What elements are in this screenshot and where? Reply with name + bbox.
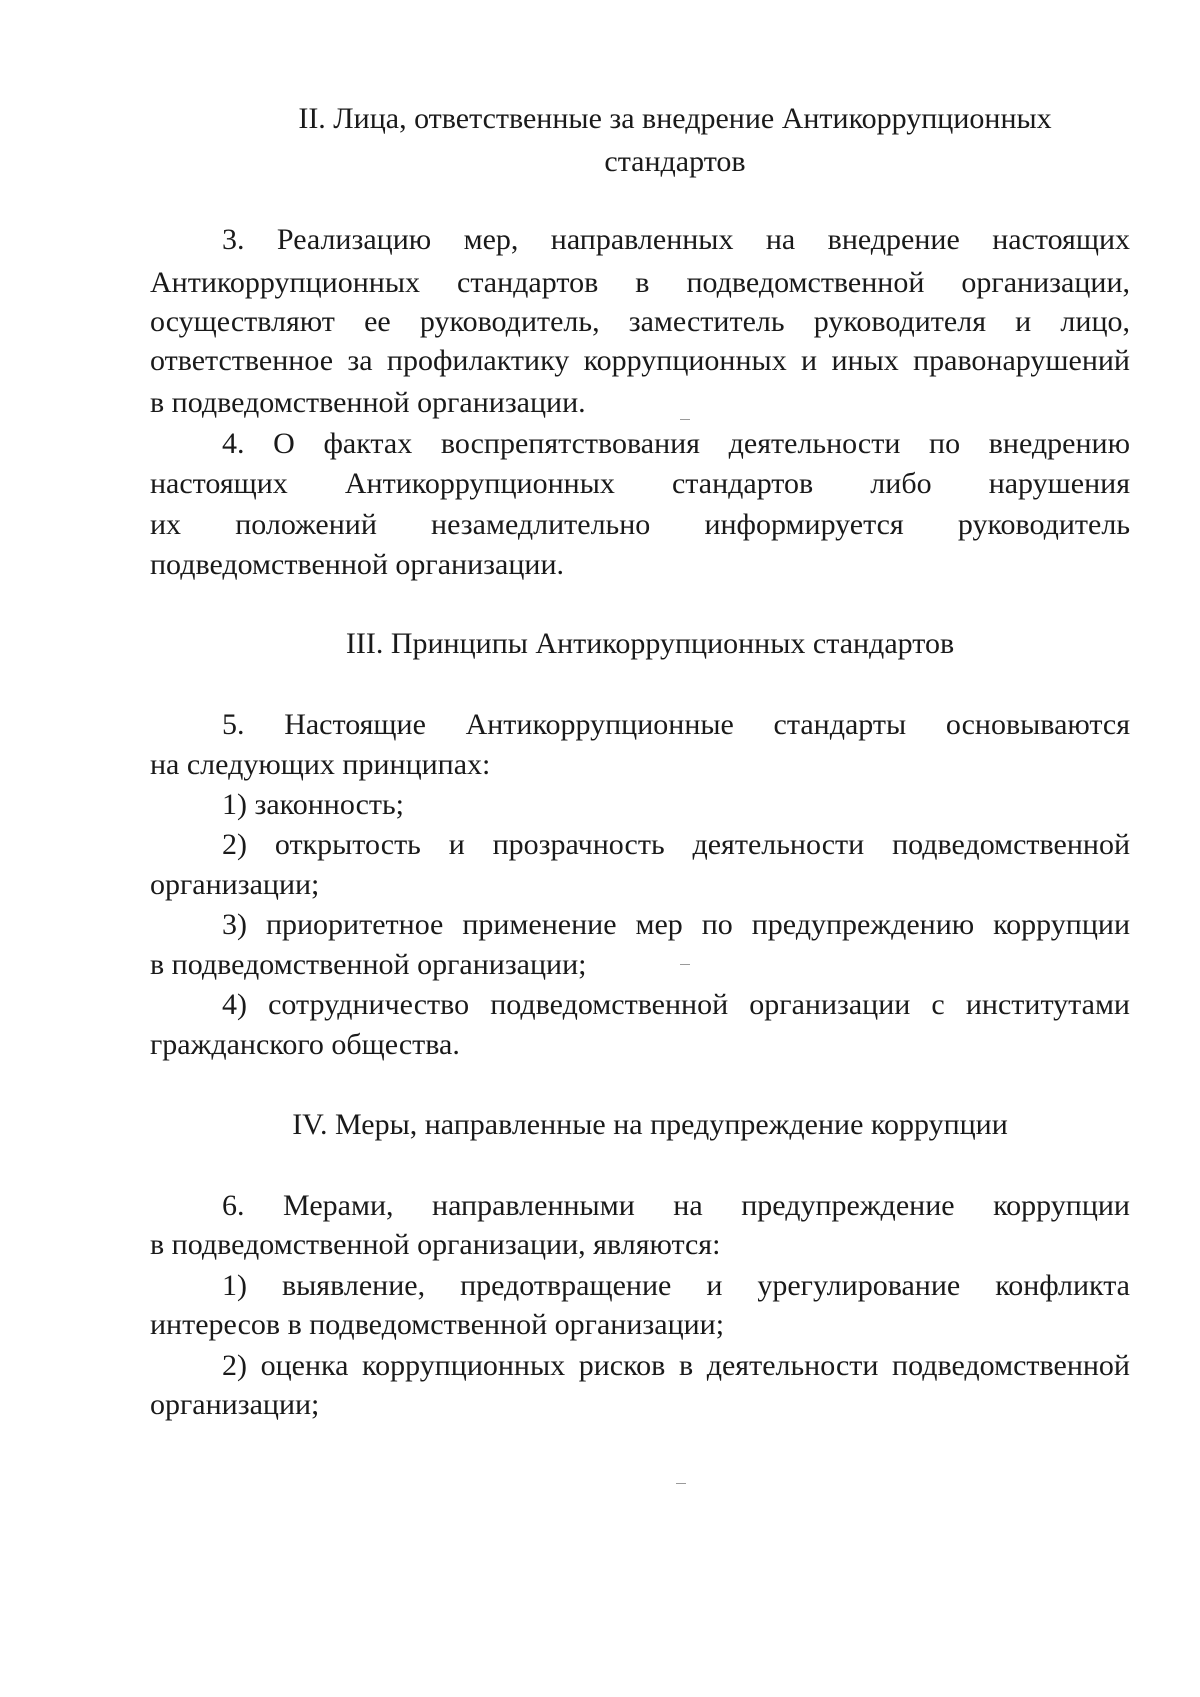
section-2-heading-line-2: стандартов xyxy=(604,145,746,178)
paragraph-3-line-5: в подведомственной организации. xyxy=(150,386,586,419)
scan-speck xyxy=(680,419,690,420)
principle-item-4-line-1: 4) сотрудничество подведомственной организации с институтами xyxy=(222,988,1130,1021)
section-4-heading: IV. Меры, направленные на предупреждение коррупции xyxy=(292,1108,1008,1141)
measure-item-2-line-2: организации; xyxy=(150,1388,320,1421)
paragraph-3-line-2: Антикоррупционных стандартов в подведомственной организации, xyxy=(150,266,1130,299)
paragraph-4-line-3: их положений незамедлительно информируется руководитель xyxy=(150,508,1130,541)
measure-item-1-line-2: интересов в подведомственной организации; xyxy=(150,1308,725,1341)
section-2-heading-line-1: II. Лица, ответственные за внедрение Антикоррупционных xyxy=(298,102,1052,135)
principle-item-2-line-1: 2) открытость и прозрачность деятельности подведомственной xyxy=(222,828,1130,861)
paragraph-4-line-2: настоящих Антикоррупционных стандартов либо нарушения xyxy=(150,467,1130,500)
paragraph-4-line-4: подведомственной организации. xyxy=(150,548,564,581)
paragraph-6-line-2: в подведомственной организации, являются: xyxy=(150,1228,721,1261)
paragraph-4-line-1: 4. О фактах воспрепятствования деятельности по внедрению xyxy=(222,427,1130,460)
scan-speck xyxy=(680,964,690,965)
paragraph-6-line-1: 6. Мерами, направленными на предупреждение коррупции xyxy=(222,1189,1130,1222)
paragraph-3-line-4: ответственное за профилактику коррупционных и иных правонарушений xyxy=(150,344,1130,377)
section-3-heading: III. Принципы Антикоррупционных стандартов xyxy=(345,627,955,660)
principle-item-1: 1) законность; xyxy=(222,788,405,821)
paragraph-5-line-2: на следующих принципах: xyxy=(150,748,491,781)
scan-speck xyxy=(676,1483,686,1484)
paragraph-3-line-3: осуществляют ее руководитель, заместитель руководителя и лицо, xyxy=(150,305,1130,338)
measure-item-1-line-1: 1) выявление, предотвращение и урегулирование конфликта xyxy=(222,1269,1130,1302)
paragraph-3-line-1: 3. Реализацию мер, направленных на внедрение настоящих xyxy=(222,223,1130,256)
principle-item-2-line-2: организации; xyxy=(150,868,320,901)
principle-item-3-line-2: в подведомственной организации; xyxy=(150,948,587,981)
paragraph-5-line-1: 5. Настоящие Антикоррупционные стандарты основываются xyxy=(222,708,1130,741)
measure-item-2-line-1: 2) оценка коррупционных рисков в деятельности подведомственной xyxy=(222,1349,1130,1382)
principle-item-4-line-2: гражданского общества. xyxy=(150,1028,460,1061)
principle-item-3-line-1: 3) приоритетное применение мер по предупреждению коррупции xyxy=(222,908,1130,941)
